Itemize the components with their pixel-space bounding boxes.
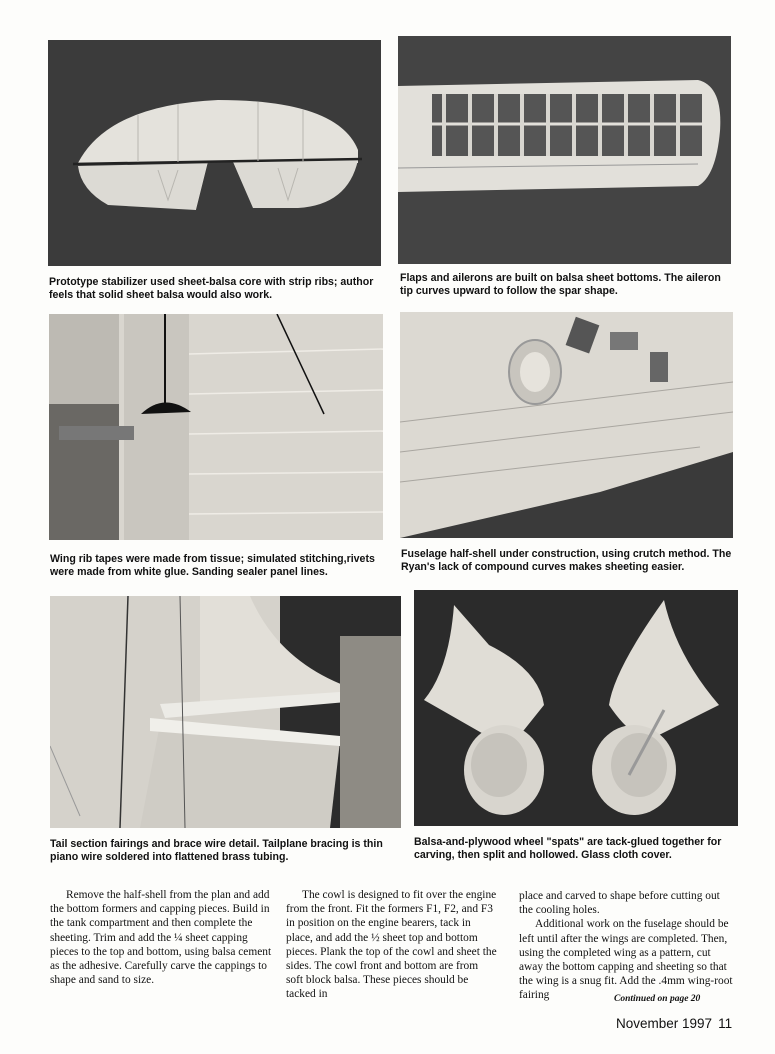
photo-wing-rib [49, 314, 383, 540]
paragraph: Remove the half-shell from the plan and add the bottom formers and capping pieces. Build in the tank compartment and then complete the sheeting. Trim and add the ¼ sheet capping pieces to the top and bottom, using balsa cement as the adhesive. Carefully carve the cappings to shape and sand to size. [50, 889, 272, 987]
photo-stabilizer [48, 40, 381, 266]
photo-spats [414, 590, 738, 826]
photo-flaps [398, 36, 731, 264]
issue-date: November 1997 [616, 1016, 713, 1031]
photo-fuselage [400, 312, 733, 538]
paragraph: The cowl is designed to fit over the engine from the front. Fit the formers F1, F2, and F3 in position on the engine bearers, tack in place, and add the ½ sheet top and bottom pieces. Plank the top of the cowl and sheet the sides. The cowl front and bottom are from soft block balsa. These pieces should be tacked in [286, 889, 497, 1001]
caption-fuselage: Fuselage half-shell under construction, using crutch method. The Ryan's lack of compound curves makes sheeting easier. [401, 548, 732, 573]
paragraph: Additional work on the fuselage should be left until after the wings are completed. Then, using the completed wing as a pattern, cut away the bottom capping and sheeting so that the wing is a snug fit. Add the .4mm wing-root fairing [519, 918, 733, 1002]
body-column-3 [519, 889, 733, 1003]
photo-tail [50, 596, 401, 828]
body-column-2 [286, 888, 498, 1002]
body-column-1 [50, 888, 272, 987]
page-footer [616, 1016, 732, 1031]
caption-spats: Balsa-and-plywood wheel "spats" are tack-glued together for carving, then split and hollowed. Glass cloth cover. [414, 836, 722, 861]
paragraph: place and carved to shape before cutting out the cooling holes. [519, 890, 720, 917]
caption-flaps: Flaps and ailerons are built on balsa sheet bottoms. The aileron tip curves upward to follow the spar shape. [400, 272, 721, 297]
continued-note: Continued on page 20 [614, 994, 701, 1004]
caption-tail: Tail section fairings and brace wire detail. Tailplane bracing is thin piano wire soldered into flattened brass tubing. [50, 838, 383, 863]
caption-wing-rib: Wing rib tapes were made from tissue; simulated stitching,rivets were made from white glue. Sanding sealer panel lines. [50, 553, 375, 578]
page-number: 11 [718, 1016, 733, 1031]
caption-stabilizer: Prototype stabilizer used sheet-balsa core with strip ribs; author feels that solid sheet balsa would also work. [49, 276, 374, 301]
